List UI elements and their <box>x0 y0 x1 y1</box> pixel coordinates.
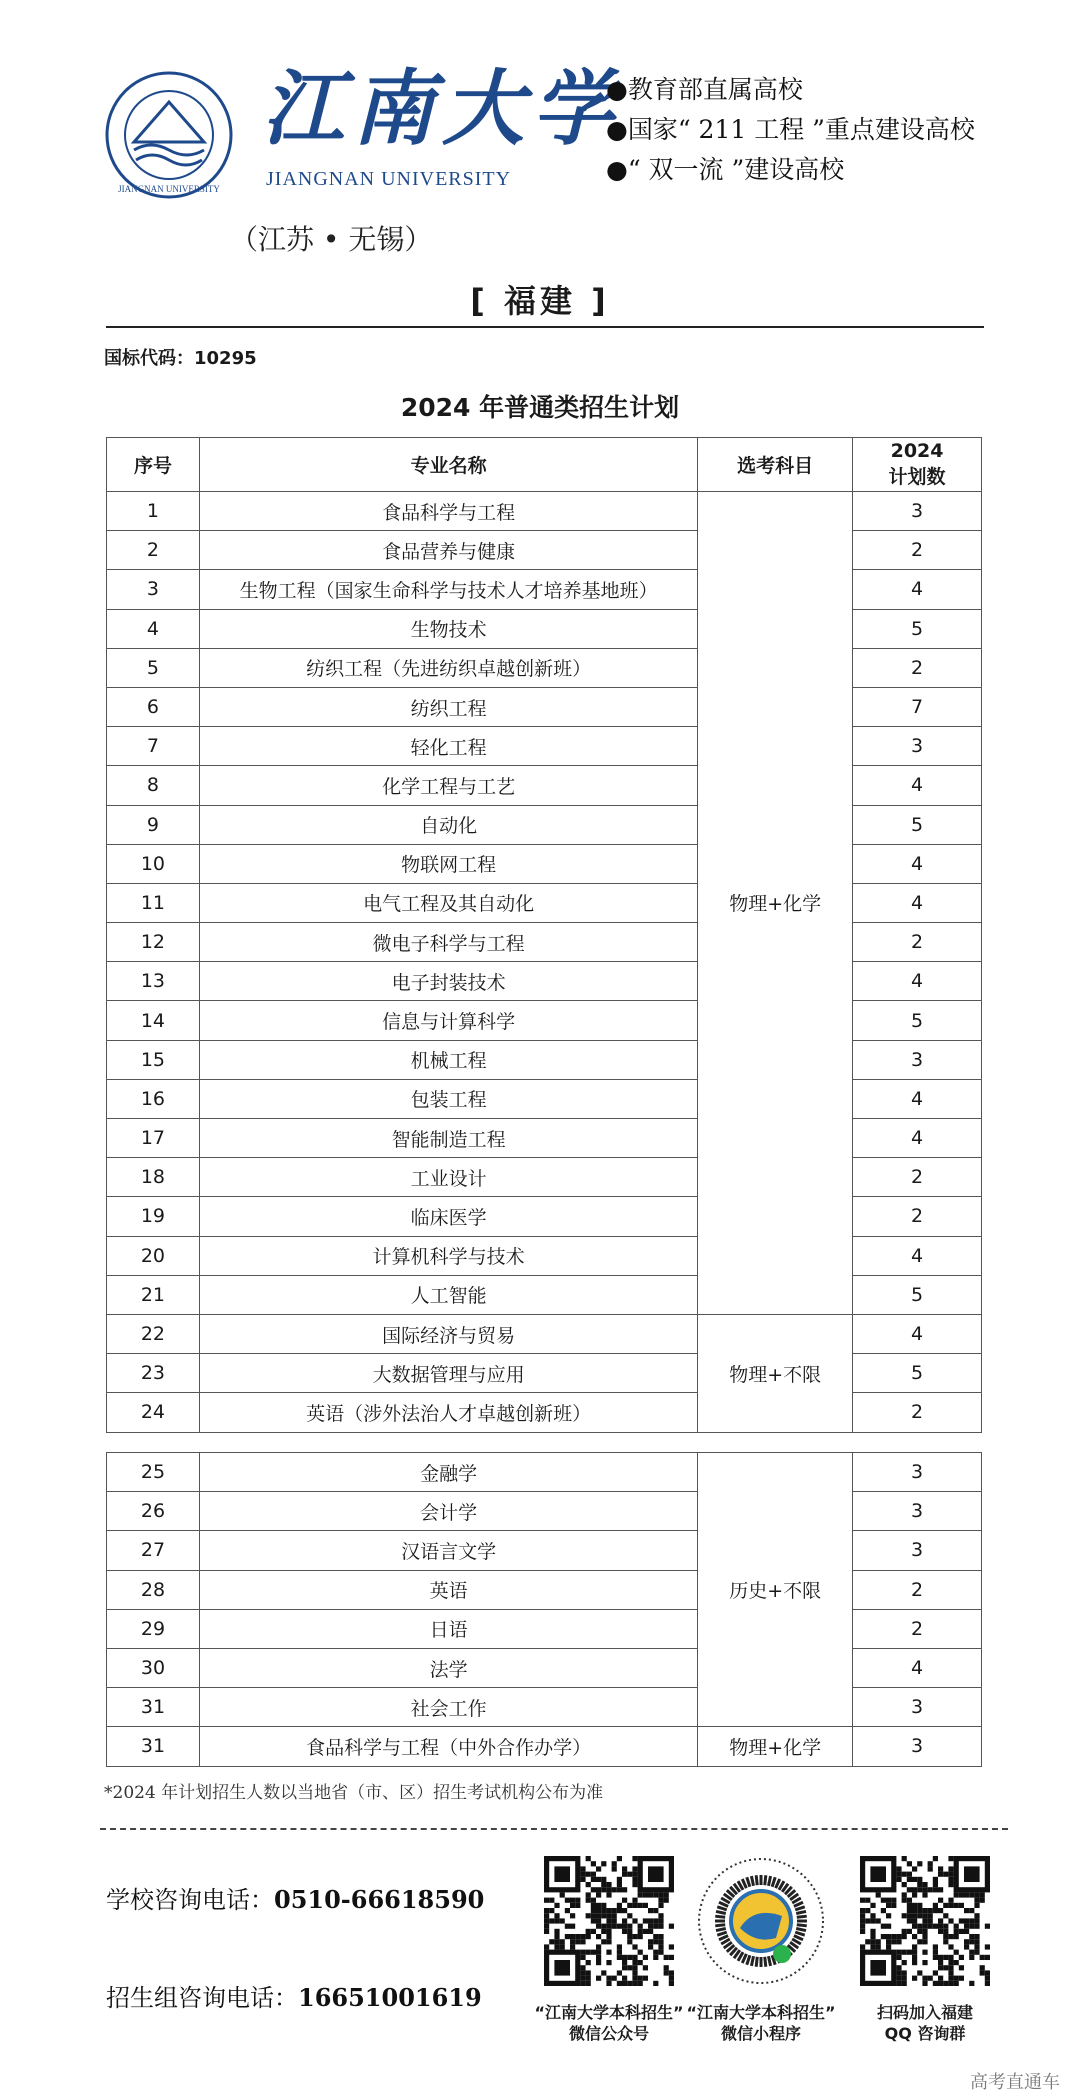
cell-count: 4 <box>853 766 982 805</box>
cell-index: 2 <box>107 531 200 570</box>
cell-count: 2 <box>853 531 982 570</box>
header-index: 序号 <box>107 438 200 492</box>
cell-count: 4 <box>853 1079 982 1118</box>
cell-count: 3 <box>853 1727 982 1766</box>
cell-major: 汉语言文学 <box>199 1531 697 1570</box>
qr-caption-mini-program <box>666 2002 856 2044</box>
university-location: （江苏 • 无锡） <box>230 223 433 256</box>
school-phone-label: 学校咨询电话： <box>106 1886 274 1914</box>
cell-index: 21 <box>107 1275 200 1314</box>
table-header-row <box>107 438 982 492</box>
qr-caption-line: “江南大学本科招生” <box>534 2003 684 2022</box>
group-phone-number[interactable]: 16651001619 <box>298 1983 482 2012</box>
group-phone-label: 招生组咨询电话： <box>106 1984 298 2012</box>
cell-count: 3 <box>853 1688 982 1727</box>
cell-major: 大数据管理与应用 <box>199 1354 697 1393</box>
cell-count: 2 <box>853 648 982 687</box>
cell-count: 4 <box>853 1119 982 1158</box>
header-year: 2024 <box>890 440 944 462</box>
cell-index: 14 <box>107 1001 200 1040</box>
cell-index: 23 <box>107 1354 200 1393</box>
cell-subject: 物理+化学 <box>698 1727 853 1766</box>
cell-count: 3 <box>853 492 982 531</box>
table-row <box>107 1453 982 1492</box>
qq-group-qr-code[interactable] <box>860 1856 990 1986</box>
cell-index: 15 <box>107 1040 200 1079</box>
cell-subject: 历史+不限 <box>698 1453 853 1727</box>
cell-subject: 物理+不限 <box>698 1314 853 1432</box>
cell-index: 3 <box>107 570 200 609</box>
cell-major: 日语 <box>199 1609 697 1648</box>
cell-index: 9 <box>107 805 200 844</box>
header-count <box>853 438 982 492</box>
cell-count: 3 <box>853 1453 982 1492</box>
cell-major: 机械工程 <box>199 1040 697 1079</box>
enrollment-table-part2 <box>106 1452 982 1767</box>
cell-index: 10 <box>107 844 200 883</box>
qr-caption-qq-group <box>830 2002 1020 2044</box>
watermark: 高考直通车 <box>970 2072 1060 2093</box>
table-body <box>107 1453 982 1767</box>
cell-count: 2 <box>853 1393 982 1432</box>
highlight-item: ●教育部直属高校 <box>606 75 803 104</box>
cell-major: 英语 <box>199 1570 697 1609</box>
cell-major: 微电子科学与工程 <box>199 923 697 962</box>
cell-major: 纺织工程 <box>199 687 697 726</box>
cell-count: 4 <box>853 1314 982 1353</box>
cell-index: 8 <box>107 766 200 805</box>
cell-count: 4 <box>853 1236 982 1275</box>
cell-index: 5 <box>107 648 200 687</box>
cell-count: 3 <box>853 1040 982 1079</box>
cell-major: 自动化 <box>199 805 697 844</box>
cell-index: 1 <box>107 492 200 531</box>
cell-major: 金融学 <box>199 1453 697 1492</box>
cell-index: 16 <box>107 1079 200 1118</box>
cell-index: 20 <box>107 1236 200 1275</box>
cell-major: 生物工程（国家生命科学与技术人才培养基地班） <box>199 570 697 609</box>
cell-count: 2 <box>853 923 982 962</box>
cell-index: 30 <box>107 1648 200 1687</box>
cell-major: 食品科学与工程（中外合作办学） <box>199 1727 697 1766</box>
cell-index: 18 <box>107 1158 200 1197</box>
plan-title: 2024 年普通类招生计划 <box>400 393 680 422</box>
cell-index: 25 <box>107 1453 200 1492</box>
cell-major: 电气工程及其自动化 <box>199 883 697 922</box>
group-phone-line <box>106 1978 482 2013</box>
cell-count: 7 <box>853 687 982 726</box>
school-phone-line <box>106 1880 484 1915</box>
qr-caption-line: “江南大学本科招生” <box>686 2003 836 2022</box>
page-header <box>0 0 1080 260</box>
wechat-mini-program-qr-code[interactable] <box>696 1856 826 1986</box>
qr-caption-line: 扫码加入福建 <box>876 2003 973 2022</box>
cell-major: 会计学 <box>199 1492 697 1531</box>
cell-index: 31 <box>107 1688 200 1727</box>
table-row <box>107 1727 982 1766</box>
cell-count: 3 <box>853 1531 982 1570</box>
cell-count: 4 <box>853 962 982 1001</box>
cell-subject: 物理+化学 <box>698 492 853 1315</box>
university-english-name: JIANGNAN UNIVERSITY <box>266 168 512 190</box>
school-phone-number[interactable]: 0510-66618590 <box>274 1885 485 1914</box>
cell-major: 化学工程与工艺 <box>199 766 697 805</box>
table-row <box>107 492 982 531</box>
cell-count: 4 <box>853 570 982 609</box>
cell-major: 生物技术 <box>199 609 697 648</box>
qr-caption-line: 微信小程序 <box>720 2024 801 2043</box>
cell-index: 29 <box>107 1609 200 1648</box>
cell-index: 26 <box>107 1492 200 1531</box>
province-title: [ 福建 ] <box>470 282 610 320</box>
university-highlights <box>606 70 975 190</box>
cell-index: 27 <box>107 1531 200 1570</box>
cell-major: 国际经济与贸易 <box>199 1314 697 1353</box>
cell-major: 智能制造工程 <box>199 1119 697 1158</box>
cell-index: 6 <box>107 687 200 726</box>
qr-caption-line: QQ 咨询群 <box>884 2024 966 2043</box>
cell-major: 包装工程 <box>199 1079 697 1118</box>
qr-caption-line: 微信公众号 <box>568 2024 649 2043</box>
cell-major: 纺织工程（先进纺织卓越创新班） <box>199 648 697 687</box>
cell-major: 工业设计 <box>199 1158 697 1197</box>
table-body <box>107 492 982 1433</box>
table-row <box>107 1314 982 1353</box>
enrollment-table-part1 <box>106 437 982 1433</box>
cell-count: 3 <box>853 727 982 766</box>
cell-count: 2 <box>853 1570 982 1609</box>
cell-major: 食品营养与健康 <box>199 531 697 570</box>
cell-count: 4 <box>853 883 982 922</box>
cell-count: 5 <box>853 805 982 844</box>
cell-count: 2 <box>853 1197 982 1236</box>
cell-major: 电子封装技术 <box>199 962 697 1001</box>
cell-major: 临床医学 <box>199 1197 697 1236</box>
cell-index: 19 <box>107 1197 200 1236</box>
cell-major: 法学 <box>199 1648 697 1687</box>
cell-index: 31 <box>107 1727 200 1766</box>
cell-count: 5 <box>853 609 982 648</box>
cell-index: 11 <box>107 883 200 922</box>
cell-count: 3 <box>853 1492 982 1531</box>
university-seal-logo <box>104 70 234 200</box>
school-code: 国标代码：10295 <box>104 348 257 369</box>
cell-major: 轻化工程 <box>199 727 697 766</box>
cell-major: 食品科学与工程 <box>199 492 697 531</box>
cell-major: 人工智能 <box>199 1275 697 1314</box>
highlight-item: ●“ 双一流 ”建设高校 <box>606 155 845 184</box>
cell-index: 28 <box>107 1570 200 1609</box>
cell-index: 17 <box>107 1119 200 1158</box>
cell-index: 7 <box>107 727 200 766</box>
cell-count: 5 <box>853 1275 982 1314</box>
highlight-item: ●国家“ 211 工程 ”重点建设高校 <box>606 115 975 144</box>
cell-count: 5 <box>853 1354 982 1393</box>
cell-major: 英语（涉外法治人才卓越创新班） <box>199 1393 697 1432</box>
university-calligraphy-logo: 江南大学 <box>262 61 622 157</box>
cell-major: 社会工作 <box>199 1688 697 1727</box>
cell-count: 2 <box>853 1609 982 1648</box>
cell-index: 24 <box>107 1393 200 1432</box>
cell-major: 计算机科学与技术 <box>199 1236 697 1275</box>
dashed-divider <box>100 1828 1008 1830</box>
cell-index: 4 <box>107 609 200 648</box>
wechat-official-account-qr-code[interactable] <box>544 1856 674 1986</box>
header-major: 专业名称 <box>199 438 697 492</box>
cell-count: 5 <box>853 1001 982 1040</box>
cell-index: 13 <box>107 962 200 1001</box>
divider <box>106 326 984 328</box>
header-subject: 选考科目 <box>698 438 853 492</box>
seal-ring-text: JIANGNAN UNIVERSITY <box>118 184 220 194</box>
header-count-label: 计划数 <box>888 466 946 488</box>
cell-major: 物联网工程 <box>199 844 697 883</box>
footnote: *2024 年计划招生人数以当地省（市、区）招生考试机构公布为准 <box>104 1783 604 1803</box>
cell-count: 4 <box>853 844 982 883</box>
cell-index: 22 <box>107 1314 200 1353</box>
cell-major: 信息与计算科学 <box>199 1001 697 1040</box>
cell-count: 2 <box>853 1158 982 1197</box>
cell-index: 12 <box>107 923 200 962</box>
cell-count: 4 <box>853 1648 982 1687</box>
